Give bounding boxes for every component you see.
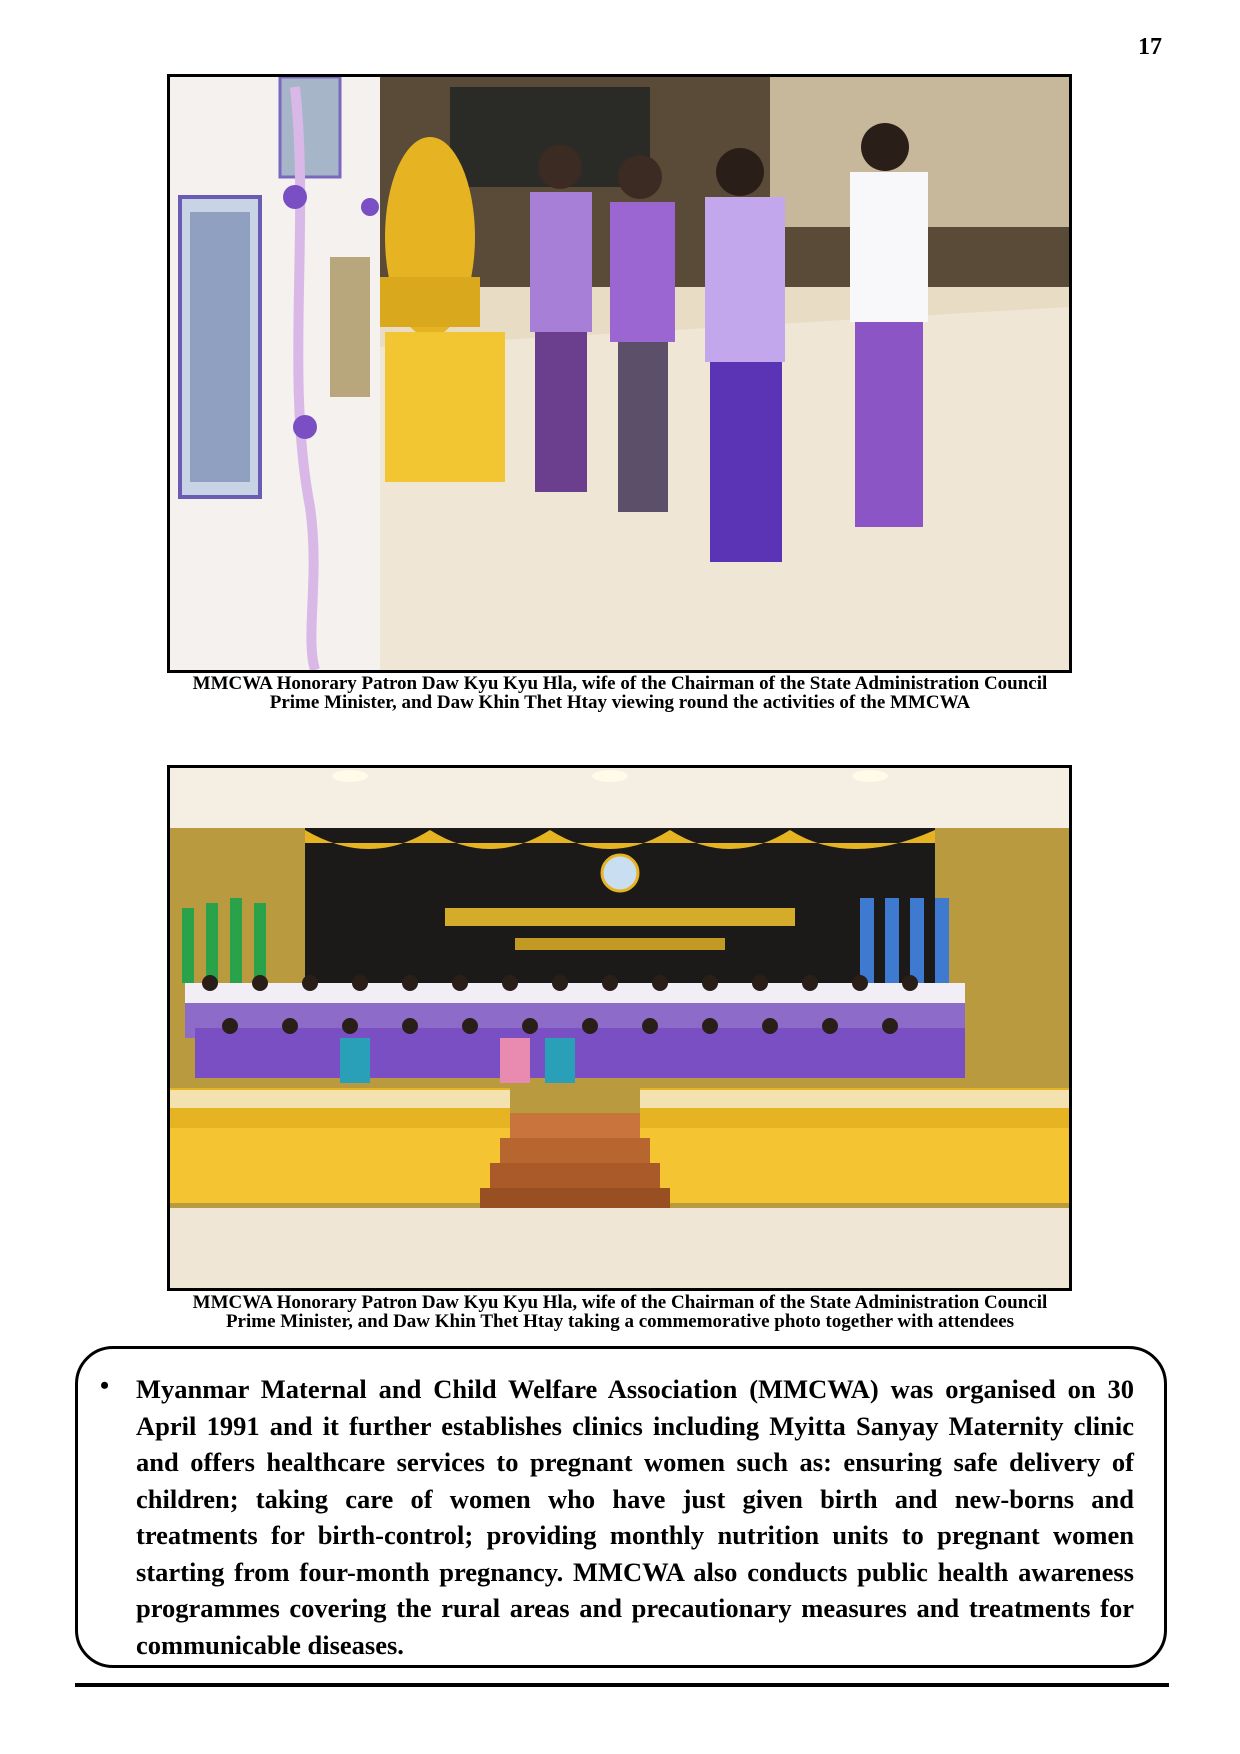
photo2-caption-line2: Prime Minister, and Daw Khin Thet Htay taking a commemorative photo together with attendees bbox=[225, 1311, 1015, 1332]
exhibition-photo bbox=[167, 74, 1072, 673]
photo2-caption bbox=[100, 1293, 1140, 1331]
page-number: 17 bbox=[1138, 34, 1162, 60]
group-photo bbox=[167, 765, 1072, 1291]
photo1-caption-line1: MMCWA Honorary Patron Daw Kyu Kyu Hla, wife of the Chairman of the State Administration Council bbox=[192, 673, 1048, 694]
bottom-rule bbox=[75, 1683, 1169, 1687]
bullet-marker: • bbox=[100, 1371, 110, 1400]
photo2-caption-line1: MMCWA Honorary Patron Daw Kyu Kyu Hla, wife of the Chairman of the State Administration Council bbox=[192, 1292, 1048, 1313]
photo1-caption-line2: Prime Minister, and Daw Khin Thet Htay viewing round the activities of the MMCWA bbox=[269, 692, 971, 713]
info-box bbox=[75, 1346, 1167, 1668]
photo1-caption bbox=[100, 674, 1140, 712]
info-paragraph: Myanmar Maternal and Child Welfare Association (MMCWA) was organised on 30 April 1991 and it further establishes clinics including Myitta Sanyay Maternity clinic and offers healthcare services to pregnant women such as: ensuring safe delivery of children; taking care of women who have just given birth and new-borns and treatments for birth-control; providing monthly nutrition units to pregnant women starting from four-month pregnancy. MMCWA also conducts public health awareness programmes covering the rural areas and precautionary measures and treatments for communicable diseases. bbox=[136, 1374, 1134, 1660]
